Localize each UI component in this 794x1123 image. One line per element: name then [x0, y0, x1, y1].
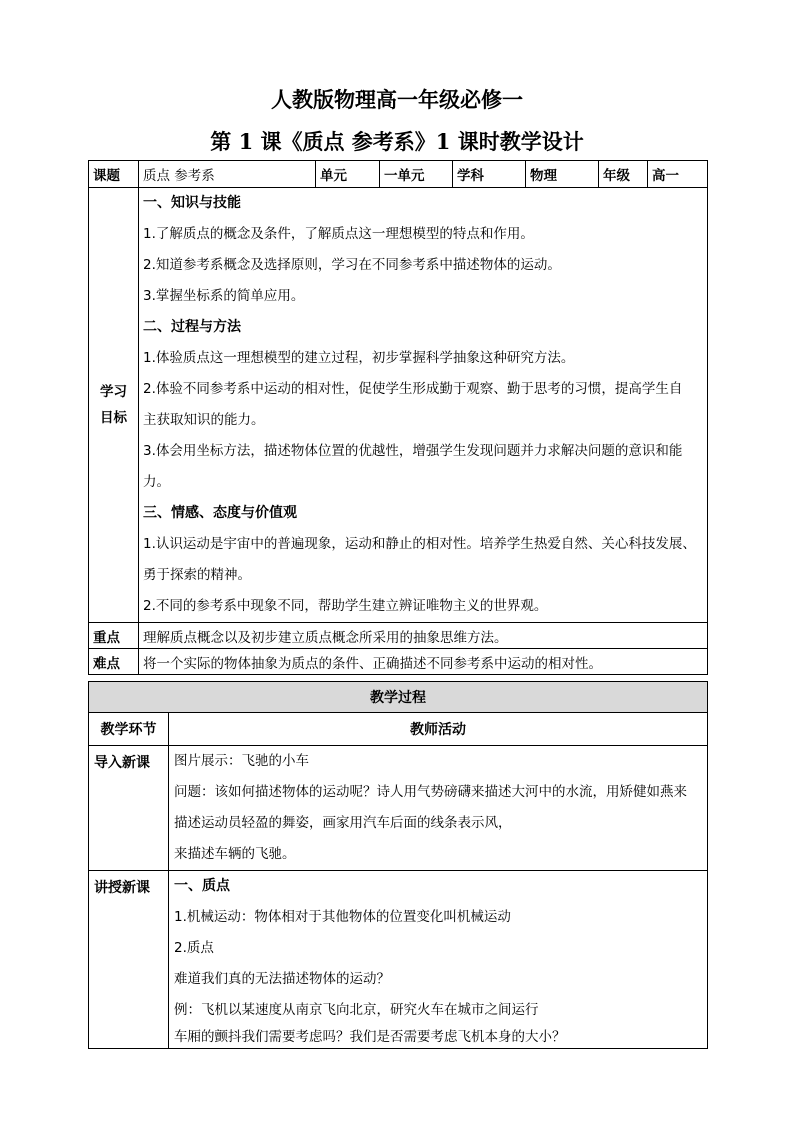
key-point-label: 重点 — [89, 623, 139, 649]
key-point-row — [89, 623, 708, 649]
activity-section-heading: 一、质点 — [174, 878, 230, 894]
document-subtitle: 第 1 课《质点 参考系》1 课时教学设计 — [210, 129, 584, 154]
activity-line: 问题：该如何描述物体的运动呢？诗人用气势磅礴来描述大河中的水流，用矫健如燕来 — [174, 784, 687, 800]
col-activity-header: 教师活动 — [169, 713, 708, 746]
process-row-intro — [89, 746, 708, 871]
objective-line: 1.体验质点这一理想模型的建立过程，初步掌握科学抽象这种研究方法。 — [143, 350, 575, 366]
objectives-label — [89, 188, 139, 623]
subject-label: 学科 — [453, 161, 526, 188]
subject-value: 物理 — [526, 161, 599, 188]
activity-new-lesson — [169, 871, 708, 1049]
unit-label: 单元 — [316, 161, 380, 188]
objective-line: 2.知道参考系概念及选择原则，学习在不同参考系中描述物体的运动。 — [143, 257, 561, 273]
unit-value: 一单元 — [380, 161, 453, 188]
objective-line: 3.体会用坐标方法，描述物体位置的优越性，增强学生发现问题并力求解决问题的意识和能 — [143, 443, 683, 459]
objective-line: 2.不同的参考系中现象不同，帮助学生建立辨证唯物主义的世界观。 — [143, 598, 548, 614]
objective-line: 1.认识运动是宇宙中的普遍现象，运动和静止的相对性。培养学生热爱自然、关心科技发展、 — [143, 536, 696, 552]
activity-line: 难道我们真的无法描述物体的运动？ — [174, 971, 390, 987]
topic-value: 质点 参考系 — [139, 161, 316, 188]
activity-line: 1.机械运动：物体相对于其他物体的位置变化叫机械运动 — [174, 909, 511, 925]
objective-line: 2.体验不同参考系中运动的相对性，促使学生形成勤于观察、勤于思考的习惯，提高学生自 — [143, 381, 683, 397]
objective-section-heading: 二、过程与方法 — [143, 319, 241, 335]
stage-intro: 导入新课 — [89, 746, 169, 871]
objectives-content — [139, 188, 708, 623]
header-row — [89, 161, 708, 188]
activity-line: 2.质点 — [174, 940, 214, 956]
objective-section-heading: 三、情感、态度与价值观 — [143, 505, 297, 521]
teaching-process-table — [88, 681, 708, 1049]
process-banner-row — [89, 682, 708, 713]
col-stage-header: 教学环节 — [89, 713, 169, 746]
key-point-text: 理解质点概念以及初步建立质点概念所采用的抽象思维方法。 — [139, 623, 708, 649]
difficulty-row — [89, 649, 708, 675]
objective-line: 主获取知识的能力。 — [143, 412, 265, 428]
objective-line: 勇于探索的精神。 — [143, 567, 251, 583]
activity-line: 例：飞机以某速度从南京飞向北京，研究火车在城市之间运行 — [174, 1002, 539, 1018]
stage-new-lesson: 讲授新课 — [89, 871, 169, 1049]
grade-label: 年级 — [599, 161, 648, 188]
process-banner: 教学过程 — [89, 682, 708, 713]
lesson-info-table — [88, 160, 708, 675]
difficulty-text: 将一个实际的物体抽象为质点的条件、正确描述不同参考系中运动的相对性。 — [139, 649, 708, 675]
activity-line: 图片展示：飞驰的小车 — [174, 753, 309, 769]
process-header-row — [89, 713, 708, 746]
objective-line: 力。 — [143, 474, 170, 490]
document-title: 人教版物理高一年级必修一 — [271, 87, 523, 112]
activity-intro — [169, 746, 708, 871]
topic-label: 课题 — [89, 161, 139, 188]
objectives-label-line2: 目标 — [100, 410, 127, 426]
objective-section-heading: 一、知识与技能 — [143, 195, 241, 211]
activity-line: 车厢的颤抖我们需要考虑吗？我们是否需要考虑飞机本身的大小？ — [174, 1029, 566, 1045]
objectives-label-line1: 学习 — [100, 384, 127, 400]
activity-line: 描述运动员轻盈的舞姿，画家用汽车后面的线条表示风， — [174, 815, 512, 831]
objectives-row — [89, 188, 708, 623]
difficulty-label: 难点 — [89, 649, 139, 675]
objective-line: 1.了解质点的概念及条件，了解质点这一理想模型的特点和作用。 — [143, 226, 534, 242]
grade-value: 高一 — [648, 161, 708, 188]
activity-line: 来描述车辆的飞驰。 — [174, 846, 296, 862]
objective-line: 3.掌握坐标系的简单应用。 — [143, 288, 305, 304]
objectives-lines — [143, 188, 703, 622]
process-row-new — [89, 871, 708, 1049]
